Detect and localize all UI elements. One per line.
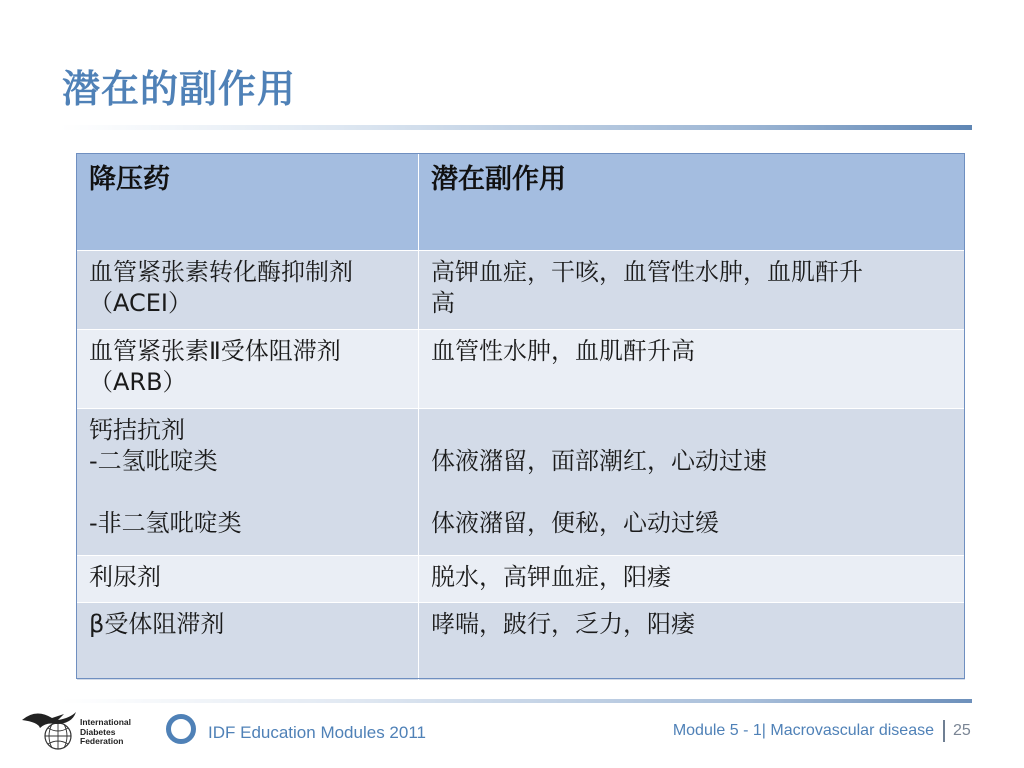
table-row bbox=[77, 251, 966, 330]
effect-line: 脱水，高钾血症，阳痿 bbox=[431, 563, 671, 591]
drug-line: 利尿剂 bbox=[89, 563, 161, 591]
effect-line: 血管性水肿，血肌酐升高 bbox=[431, 337, 695, 365]
effect-cell bbox=[419, 556, 966, 603]
effect-line: 高钾血症，干咳，血管性水肿，血肌酐升 bbox=[431, 258, 863, 286]
drug-cell bbox=[77, 251, 419, 330]
page-number: 25 bbox=[953, 722, 971, 739]
table-header-row bbox=[77, 154, 966, 251]
idf-logo-text bbox=[80, 718, 131, 747]
module-label: Module 5 - 1| Macrovascular disease bbox=[672, 722, 934, 739]
header-side-effect: 潜在副作用 bbox=[419, 154, 966, 251]
page-separator bbox=[943, 720, 945, 742]
effect-line: 哮喘，跛行，乏力，阳痿 bbox=[431, 610, 695, 638]
effect-line bbox=[431, 415, 955, 446]
header-drug: 降压药 bbox=[77, 154, 419, 251]
effect-line: 高 bbox=[431, 289, 455, 317]
effect-line bbox=[431, 477, 955, 508]
drug-line: 血管紧张素Ⅱ受体阻滞剂 bbox=[89, 337, 341, 365]
footer-divider bbox=[60, 699, 972, 703]
side-effects-table bbox=[76, 153, 965, 681]
effect-line: 体液潴留，便秘，心动过缓 bbox=[431, 509, 719, 537]
logo-word: Diabetes bbox=[80, 726, 116, 737]
effect-cell bbox=[419, 603, 966, 681]
drug-line: β受体阻滞剂 bbox=[89, 610, 225, 638]
drug-cell bbox=[77, 603, 419, 681]
effect-cell bbox=[419, 251, 966, 330]
table-row bbox=[77, 409, 966, 556]
drug-line: （ARB） bbox=[89, 368, 187, 396]
education-modules-label: IDF Education Modules 2011 bbox=[208, 723, 426, 742]
drug-line: -二氢吡啶类 bbox=[89, 447, 218, 475]
drug-line: （ACEI） bbox=[89, 289, 192, 317]
drug-cell bbox=[77, 409, 419, 556]
drug-cell bbox=[77, 556, 419, 603]
table-row bbox=[77, 603, 966, 681]
slide-title: 潜在的副作用 bbox=[62, 67, 297, 111]
drug-line bbox=[89, 477, 408, 508]
logo-word: Federation bbox=[80, 736, 124, 746]
table-row bbox=[77, 330, 966, 409]
drug-cell bbox=[77, 330, 419, 409]
logo-word: International bbox=[80, 717, 132, 727]
title-underline bbox=[60, 125, 972, 130]
drug-line: -非二氢吡啶类 bbox=[89, 509, 242, 537]
effect-line: 体液潴留，面部潮红，心动过速 bbox=[431, 447, 767, 475]
drug-line: 钙拮抗剂 bbox=[89, 416, 185, 444]
drug-line: 血管紧张素转化酶抑制剂 bbox=[89, 258, 353, 286]
effect-cell bbox=[419, 330, 966, 409]
table-row bbox=[77, 556, 966, 603]
effect-cell bbox=[419, 409, 966, 556]
ring-icon bbox=[166, 714, 196, 744]
